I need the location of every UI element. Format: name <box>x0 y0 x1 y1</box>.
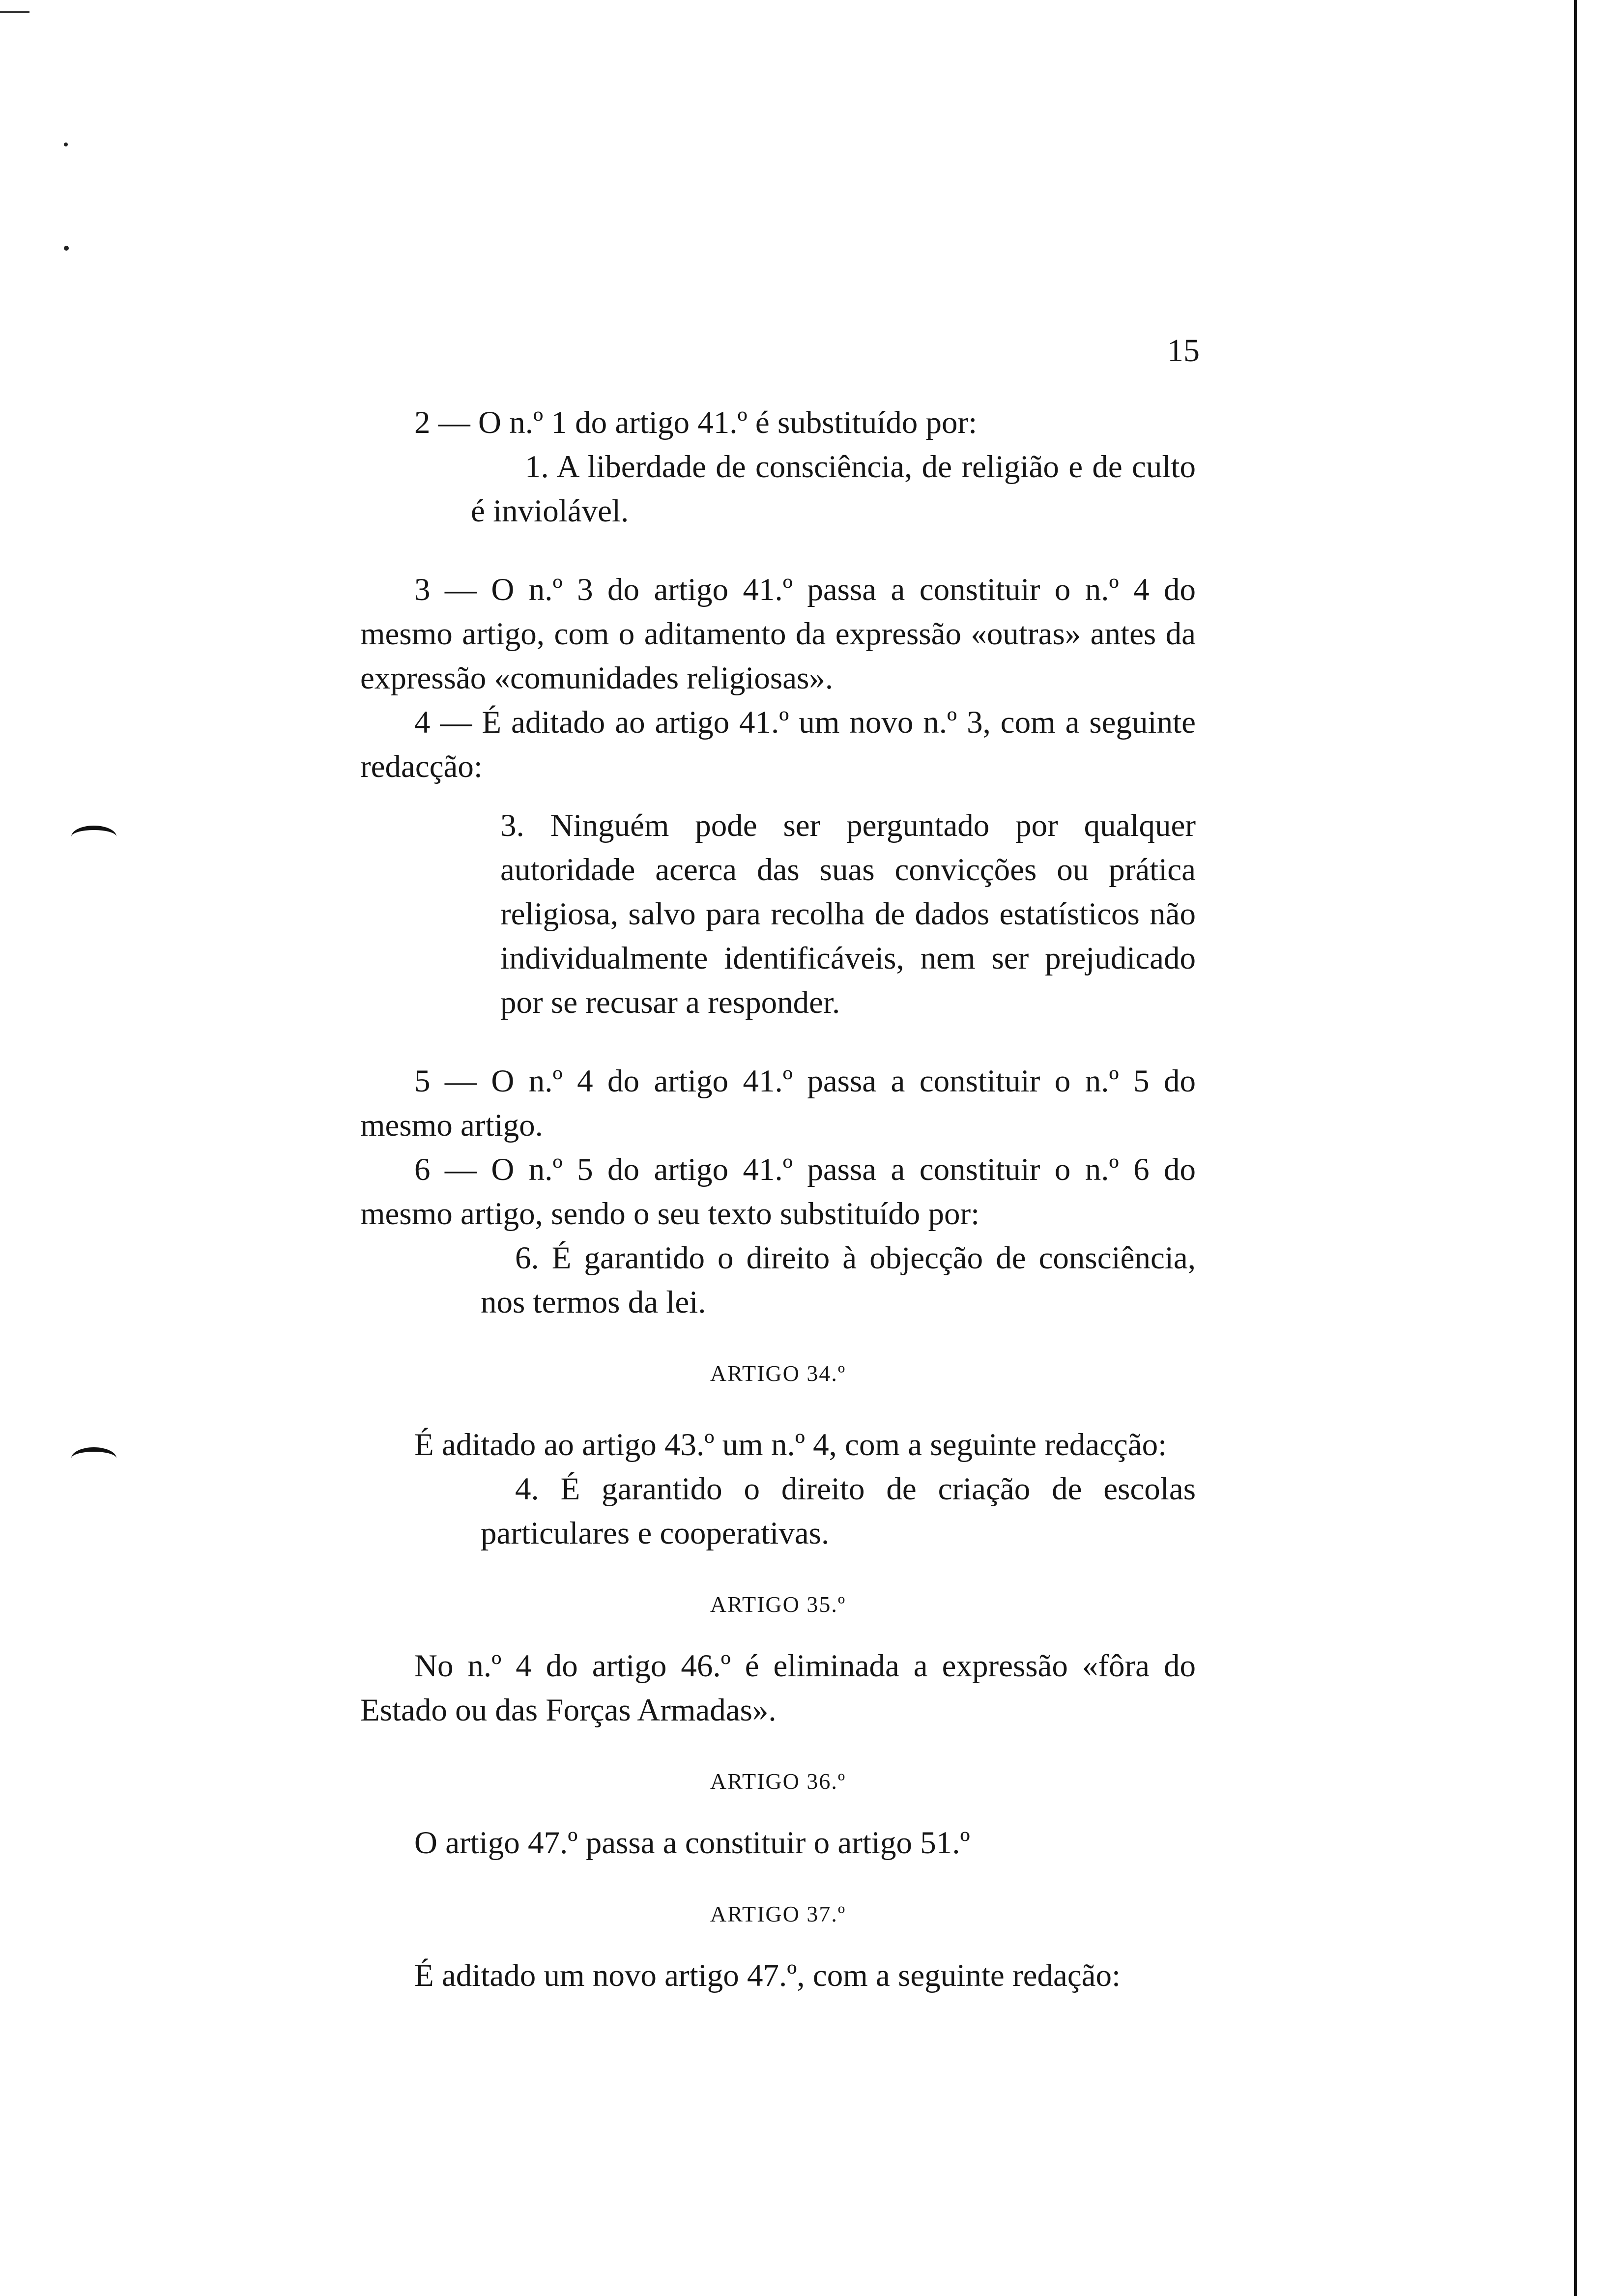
paragraph-6: 6 — O n.º 5 do artigo 41.º passa a constituir o n.º 6 do mesmo artigo, sendo o seu texto substituído por: <box>360 1152 1196 1232</box>
quoted-text-1: 1. A liberdade de consciência, de religião e de culto é inviolável. <box>471 449 1196 529</box>
heading-artigo-37: ARTIGO 37.º <box>710 1901 846 1926</box>
page-number: 15 <box>1167 333 1200 369</box>
punch-hole-mark <box>71 826 116 848</box>
heading-artigo-34: ARTIGO 34.º <box>710 1361 846 1386</box>
article-36-text: O artigo 47.º passa a constituir o artigo 51.º <box>414 1825 970 1861</box>
article-34-text: É aditado ao artigo 43.º um n.º 4, com a seguinte redacção: <box>414 1427 1167 1463</box>
scan-mark <box>0 11 29 13</box>
punch-hole-mark <box>71 1447 116 1469</box>
heading-artigo-36: ARTIGO 36.º <box>710 1769 846 1794</box>
article-37-text: É aditado um novo artigo 47.º, com a seguinte redação: <box>414 1958 1121 1993</box>
scan-speck <box>64 143 68 146</box>
document-body <box>360 401 1196 1998</box>
paragraph-2: 2 — O n.º 1 do artigo 41.º é substituído por: <box>414 405 978 440</box>
quoted-text-6: 6. É garantido o direito à objecção de consciência, nos termos da lei. <box>481 1240 1196 1320</box>
page-edge-border <box>1574 0 1577 2296</box>
paragraph-4: 4 — É aditado ao artigo 41.º um novo n.º 3, com a seguinte redacção: <box>360 705 1196 784</box>
heading-artigo-35: ARTIGO 35.º <box>710 1592 846 1617</box>
paragraph-5: 5 — O n.º 4 do artigo 41.º passa a constituir o n.º 5 do mesmo artigo. <box>360 1063 1196 1143</box>
scan-speck <box>64 246 69 251</box>
quoted-text-4: 4. É garantido o direito de criação de escolas particulares e cooperativas. <box>481 1471 1196 1551</box>
paragraph-3: 3 — O n.º 3 do artigo 41.º passa a constituir o n.º 4 do mesmo artigo, com o aditamento da expressão «outras» antes da expressão «comunidades religiosas». <box>360 572 1196 696</box>
article-35-text: No n.º 4 do artigo 46.º é eliminada a expressão «fôra do Estado ou das Forças Armadas». <box>360 1648 1196 1728</box>
quoted-text-3: 3. Ninguém pode ser perguntado por qualquer autoridade acerca das suas convicções ou prática religiosa, salvo para recolha de dados estatísticos não individualmente identificáveis, nem ser prejudicado por se recusar a responder. <box>500 808 1196 1020</box>
